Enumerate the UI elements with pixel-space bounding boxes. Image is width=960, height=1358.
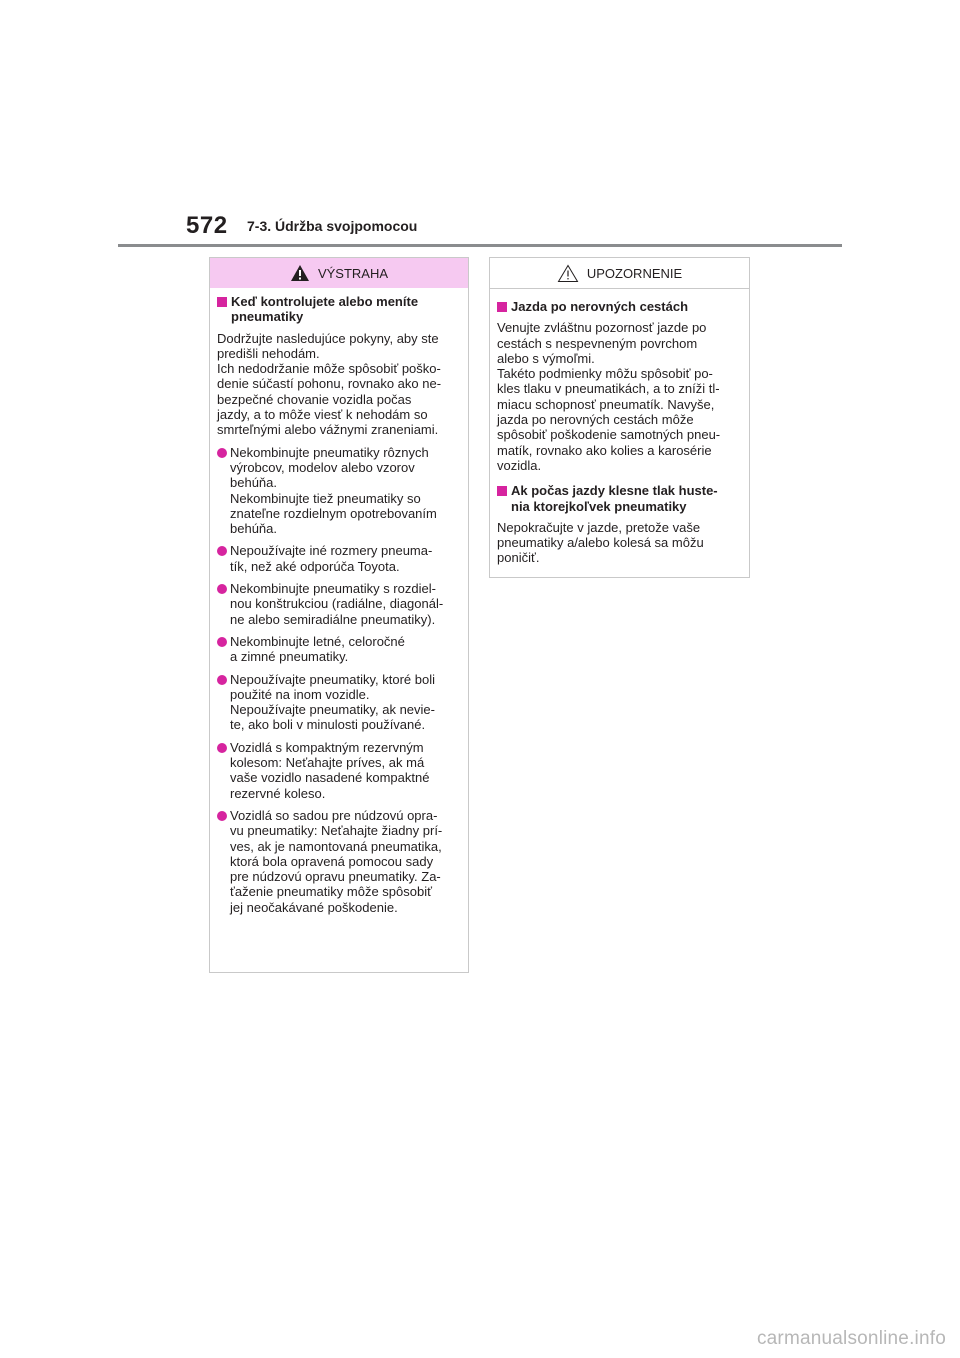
round-bullet-icon xyxy=(217,743,227,753)
round-bullet-icon xyxy=(217,448,227,458)
warning-bullet-text: Nekombinujte pneumatiky s rozdiel- nou konštrukciou (radiálne, diagonál- ne alebo semiradiálne pneumatiky). xyxy=(230,581,444,627)
notice-section1-text: Venujte zvláštnu pozornosť jazde po cestách s nespevneným povrchom alebo s výmoľmi. Takéto podmienky môžu spôsobiť po- kles tlaku v pneumatikách, a to zníži tl- miacu schopnosť pneumatík. Navyše, jazda po nerovných cestách môže spôsobiť poškodenie samotných pneu- matík, rovnako ako kolies a karosérie vozidla. xyxy=(497,320,721,473)
warning-box xyxy=(209,257,469,973)
warning-bullet-text: Nepoužívajte pneumatiky, ktoré boli použité na inom vozidle. Nepoužívajte pneumatiky, ak nevie- te, ako boli v minulosti používané. xyxy=(230,671,435,733)
warning-bullet-text: Nekombinujte pneumatiky rôznych výrobcov, modelov alebo vzorov behúňa. Nekombinujte tiež pneumatiky so znateľne rozdielnym opotrebovaním behúňa. xyxy=(230,444,437,537)
notice-box xyxy=(489,257,750,578)
warning-bullet xyxy=(217,543,462,574)
square-bullet-icon xyxy=(217,297,227,307)
warning-bullet xyxy=(217,581,462,627)
header-rule xyxy=(118,244,842,247)
warning-bullet-text: Nepoužívajte iné rozmery pneuma- tík, než aké odporúča Toyota. xyxy=(230,543,433,574)
warning-header xyxy=(210,258,468,288)
warning-body xyxy=(210,288,468,915)
warning-bullet-text: Vozidlá so sadou pre núdzovú opra- vu pneumatiky: Neťahajte žiadny prí- ves, ak je namontovaná pneumatika, ktorá bola opravená pomocou sady pre núdzovú opravu pneumatiky. Za- ťaženie pneumatiky môže spôsobiť jej neočakávané poškodenie. xyxy=(230,807,443,915)
notice-section2-text: Nepokračujte v jazde, pretože vaše pneumatiky a/alebo kolesá sa môžu poničiť. xyxy=(497,519,704,566)
notice-section2-title-text: Ak počas jazdy klesne tlak huste- nia ktorejkoľvek pneumatiky xyxy=(511,483,718,514)
warning-title: VÝSTRAHA xyxy=(317,265,389,281)
warning-section-title xyxy=(217,294,462,325)
watermark: carmanualsonline.info xyxy=(756,1328,946,1349)
warning-bullet xyxy=(217,445,462,537)
round-bullet-icon xyxy=(217,546,227,556)
round-bullet-icon xyxy=(217,637,227,647)
notice-header xyxy=(490,258,749,289)
warning-bullet xyxy=(217,634,462,665)
warning-intro: Dodržujte nasledujúce pokyny, aby ste predišli nehodám. Ich nedodržanie môže spôsobiť poško- denie súčastí pohonu, rovnako ako ne- bezpečné chovanie vozidla počas jazdy, a to môže viesť k nehodám so smrteľnými alebo vážnymi zraneniami. xyxy=(217,330,442,438)
warning-bullet xyxy=(217,808,462,915)
notice-section1-title xyxy=(497,299,743,314)
warning-section-title-text: Keď kontrolujete alebo meníte pneumatiky xyxy=(231,294,419,325)
warning-bullet-text: Nekombinujte letné, celoročné a zimné pneumatiky. xyxy=(230,633,405,665)
page-number: 572 xyxy=(186,212,228,239)
notice-section2-title xyxy=(497,483,743,514)
round-bullet-icon xyxy=(217,675,227,685)
chapter-title: 7-3. Údržba svojpomocou xyxy=(247,218,418,234)
warning-bullet-text: Vozidlá s kompaktným rezervným kolesom: Neťahajte príves, ak má vaše vozidlo nasadené kompaktné rezervné koleso. xyxy=(230,739,430,801)
notice-body xyxy=(490,289,749,566)
notice-triangle-icon xyxy=(557,264,579,283)
round-bullet-icon xyxy=(217,811,227,821)
square-bullet-icon xyxy=(497,302,507,312)
round-bullet-icon xyxy=(217,584,227,594)
warning-bullet xyxy=(217,672,462,733)
notice-section1-title-text: Jazda po nerovných cestách xyxy=(511,299,689,314)
square-bullet-icon xyxy=(497,486,507,496)
notice-title: UPOZORNENIE xyxy=(586,265,683,281)
warning-bullet xyxy=(217,740,462,801)
warning-triangle-icon xyxy=(290,264,310,282)
